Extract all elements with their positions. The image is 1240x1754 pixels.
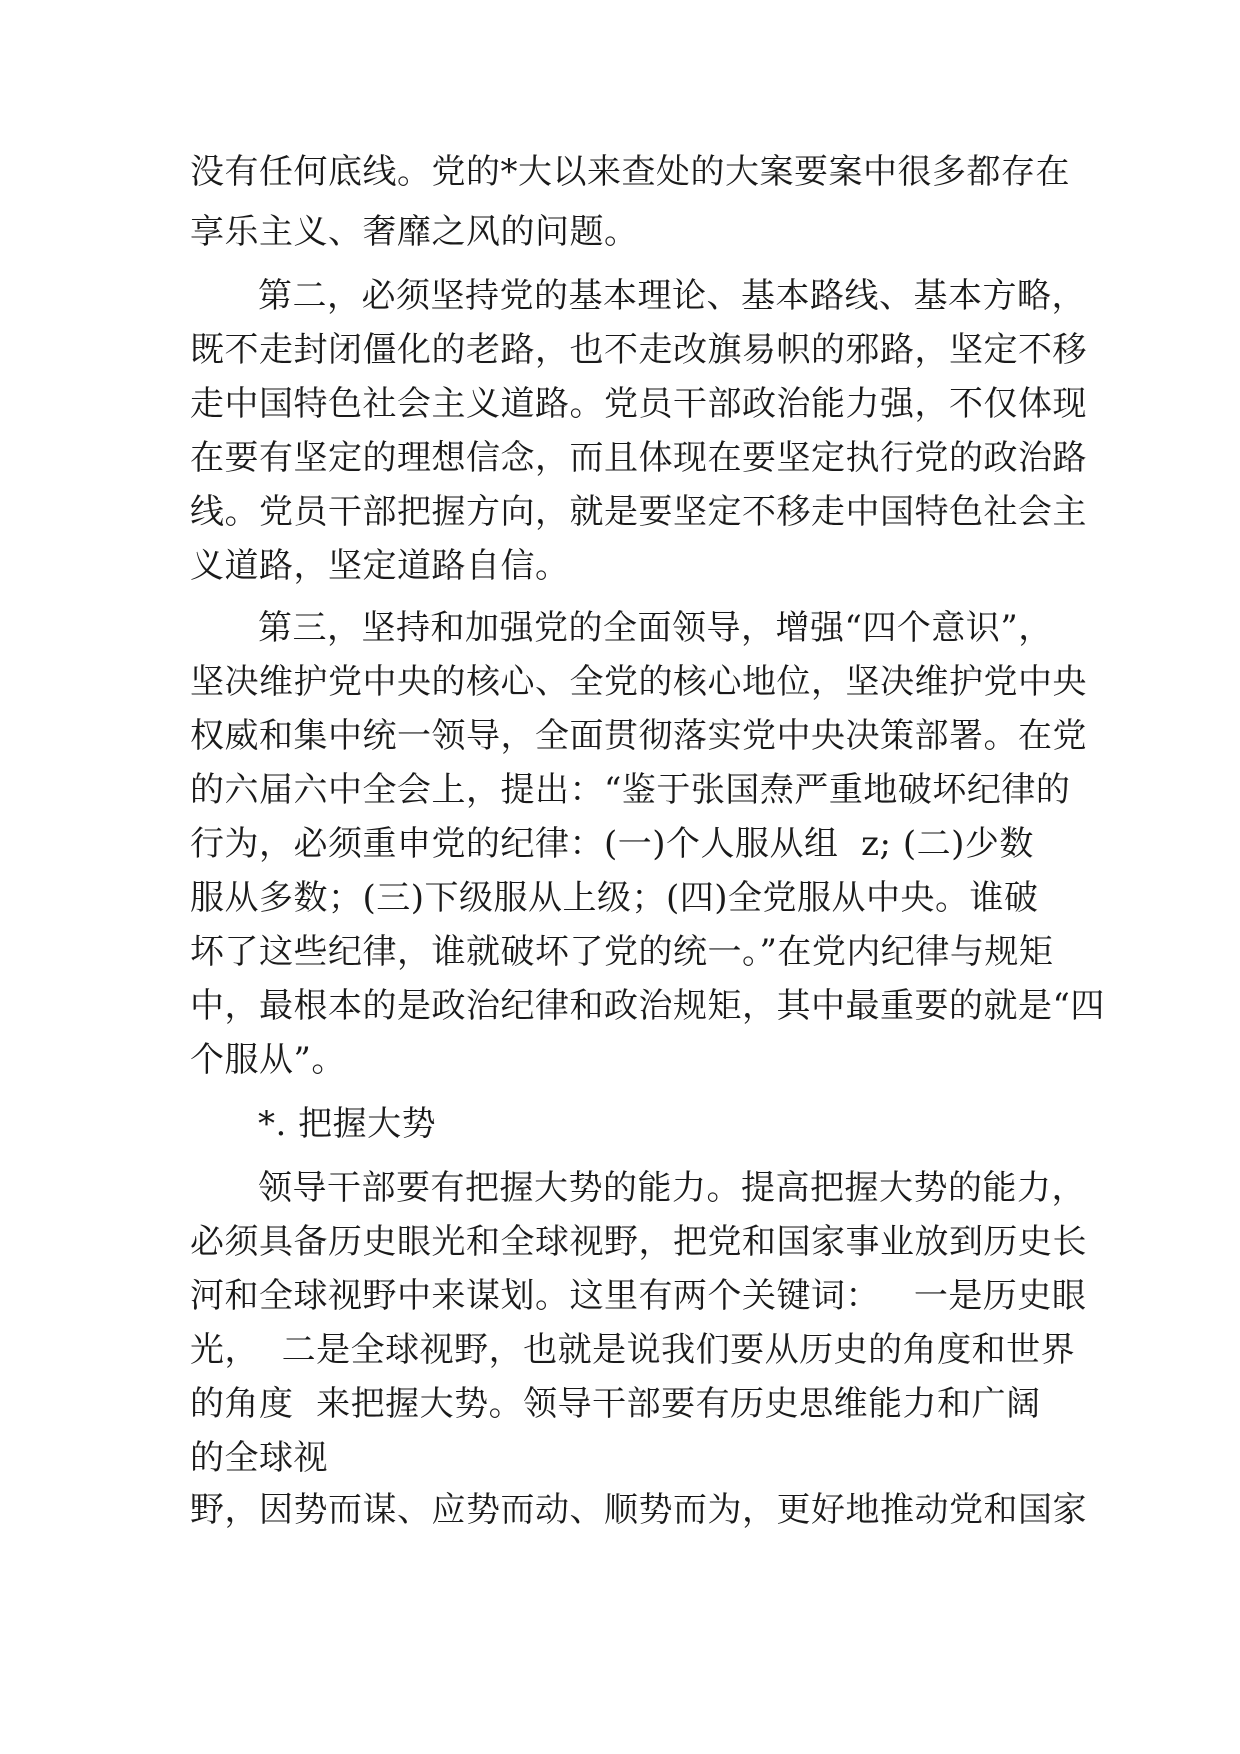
text-line: 坚决维护党中央的核心、全党的核心地位，坚决维护党中央: [190, 662, 1087, 702]
text-line: 没有任何底线。党的*大以来查处的大案要案中很多都存在: [190, 152, 1070, 192]
paragraph-start-line: 第二，必须坚持党的基本理论、基本路线、基本方略，: [258, 276, 1086, 316]
section-heading: *. 把握大势: [258, 1104, 437, 1144]
paragraph-start-line: 领导干部要有把握大势的能力。提高把握大势的能力，: [258, 1168, 1086, 1208]
text-line: 坏了这些纪律，谁就破坏了党的统一。”在党内纪律与规矩: [190, 932, 1054, 972]
text-line: 必须具备历史眼光和全球视野，把党和国家事业放到历史长: [190, 1222, 1087, 1262]
text-line: 在要有坚定的理想信念，而且体现在要坚定执行党的政治路: [190, 438, 1087, 478]
text-line: 义道路，坚定道路自信。: [190, 546, 570, 586]
text-line: 享乐主义、奢靡之风的问题。: [190, 212, 639, 252]
text-line: 权威和集中统一领导，全面贯彻落实党中央决策部署。在党: [190, 716, 1087, 756]
text-line: 服从多数；(三)下级服从上级；(四)全党服从中央。谁破: [190, 878, 1039, 918]
text-line: 野，因势而谋、应势而动、顺势而为，更好地推动党和国家: [190, 1490, 1087, 1530]
text-line: 中，最根本的是政治纪律和政治规矩，其中最重要的就是“四: [190, 986, 1105, 1026]
text-line: 河和全球视野中来谋划。这里有两个关键词： 一是历史眼: [190, 1276, 1087, 1316]
paragraph-start-line: 第三，坚持和加强党的全面领导，增强“四个意识”，: [258, 608, 1053, 648]
text-line: 的六届六中全会上，提出：“鉴于张国焘严重地破坏纪律的: [190, 770, 1071, 810]
text-line: 的全球视: [190, 1438, 328, 1478]
text-line: 既不走封闭僵化的老路，也不走改旗易帜的邪路，坚定不移: [190, 330, 1087, 370]
text-line: 走中国特色社会主义道路。党员干部政治能力强，不仅体现: [190, 384, 1087, 424]
text-line: 个服从”。: [190, 1040, 346, 1080]
text-line: 的角度 来把握大势。领导干部要有历史思维能力和广阔: [190, 1384, 1041, 1424]
text-line: 光， 二是全球视野，也就是说我们要从历史的角度和世界: [190, 1330, 1076, 1370]
text-line: 线。党员干部把握方向，就是要坚定不移走中国特色社会主: [190, 492, 1087, 532]
text-line: 行为，必须重申党的纪律：(一)个人服从组 z; (二)少数: [190, 824, 1034, 864]
